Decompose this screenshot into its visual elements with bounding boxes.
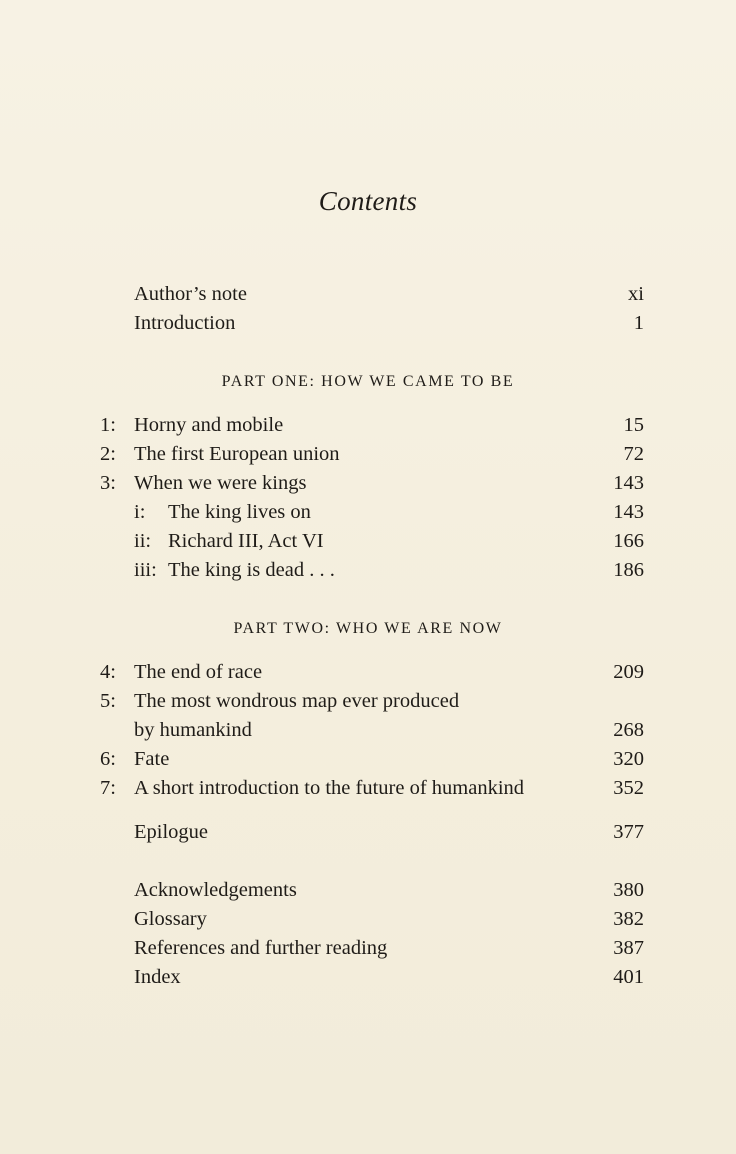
toc-entry-index [0,963,736,991]
entry-page: 1 [633,312,644,334]
entry-page: 143 [613,472,644,494]
entry-label-continued: by humankind [134,719,252,741]
entry-page: 320 [613,748,644,770]
toc-entry-chapter-5-continued [0,716,736,744]
entry-page: 72 [623,443,644,465]
entry-label: Acknowledgements [134,879,297,901]
subentry-number: i: [134,501,146,523]
toc-entry-chapter-3 [0,469,736,497]
subentry-label: The king is dead . . . [168,559,335,581]
subentry [134,498,311,526]
toc-entry-references [0,934,736,962]
entry-label: Index [134,966,181,988]
chapter-number: 5: [100,690,116,712]
chapter-number: 1: [100,414,116,436]
subentry-number: ii: [134,530,152,552]
entry-page: 143 [613,501,644,523]
toc-entry-acknowledgements [0,876,736,904]
entry-page: 377 [613,821,644,843]
entry-page: 209 [613,661,644,683]
toc-entry-chapter-6 [0,745,736,773]
toc-entry-epilogue [0,818,736,846]
entry-label: Author’s note [134,283,247,305]
entry-label: When we were kings [134,472,307,494]
toc-entry-chapter-7 [0,774,736,802]
subentry-label: Richard III, Act VI [168,530,324,552]
toc-entry-glossary [0,905,736,933]
page-title: Contents [318,186,418,216]
toc-subentry-ii [0,527,736,555]
entry-label: Glossary [134,908,207,930]
entry-page: 186 [613,559,644,581]
chapter-number: 6: [100,748,116,770]
subentry-label: The king lives on [168,501,311,523]
toc-entry-chapter-4 [0,658,736,686]
toc-entry-chapter-1 [0,411,736,439]
entry-page: 268 [613,719,644,741]
entry-page: 387 [613,937,644,959]
subentry [134,527,324,555]
entry-label: The most wondrous map ever produced [134,690,460,712]
entry-label: References and further reading [134,937,388,959]
entry-label: Horny and mobile [134,414,284,436]
entry-label: Introduction [134,312,236,334]
part-two-heading: PART TWO: WHO WE ARE NOW [233,620,503,637]
entry-page: 380 [613,879,644,901]
toc-entry-chapter-2 [0,440,736,468]
chapter-number: 3: [100,472,116,494]
entry-label: The end of race [134,661,263,683]
part-one-heading: PART ONE: HOW WE CAME TO BE [221,373,515,390]
entry-label: Epilogue [134,821,209,843]
chapter-number: 4: [100,661,116,683]
chapter-number: 7: [100,777,116,799]
toc-subentry-iii [0,556,736,584]
entry-label: The first European union [134,443,340,465]
entry-page: 401 [613,966,644,988]
entry-page: 382 [613,908,644,930]
toc-entry-chapter-5 [0,687,736,715]
entry-page: 166 [613,530,644,552]
subentry-number: iii: [134,559,157,581]
toc-subentry-i [0,498,736,526]
toc-entry-authors-note [0,280,736,308]
entry-label: Fate [134,748,170,770]
entry-page: 15 [623,414,644,436]
entry-page: xi [628,283,644,305]
entry-page: 352 [613,777,644,799]
toc-entry-introduction [0,309,736,337]
chapter-number: 2: [100,443,116,465]
entry-label: A short introduction to the future of humankind [134,777,525,799]
subentry [134,556,335,584]
